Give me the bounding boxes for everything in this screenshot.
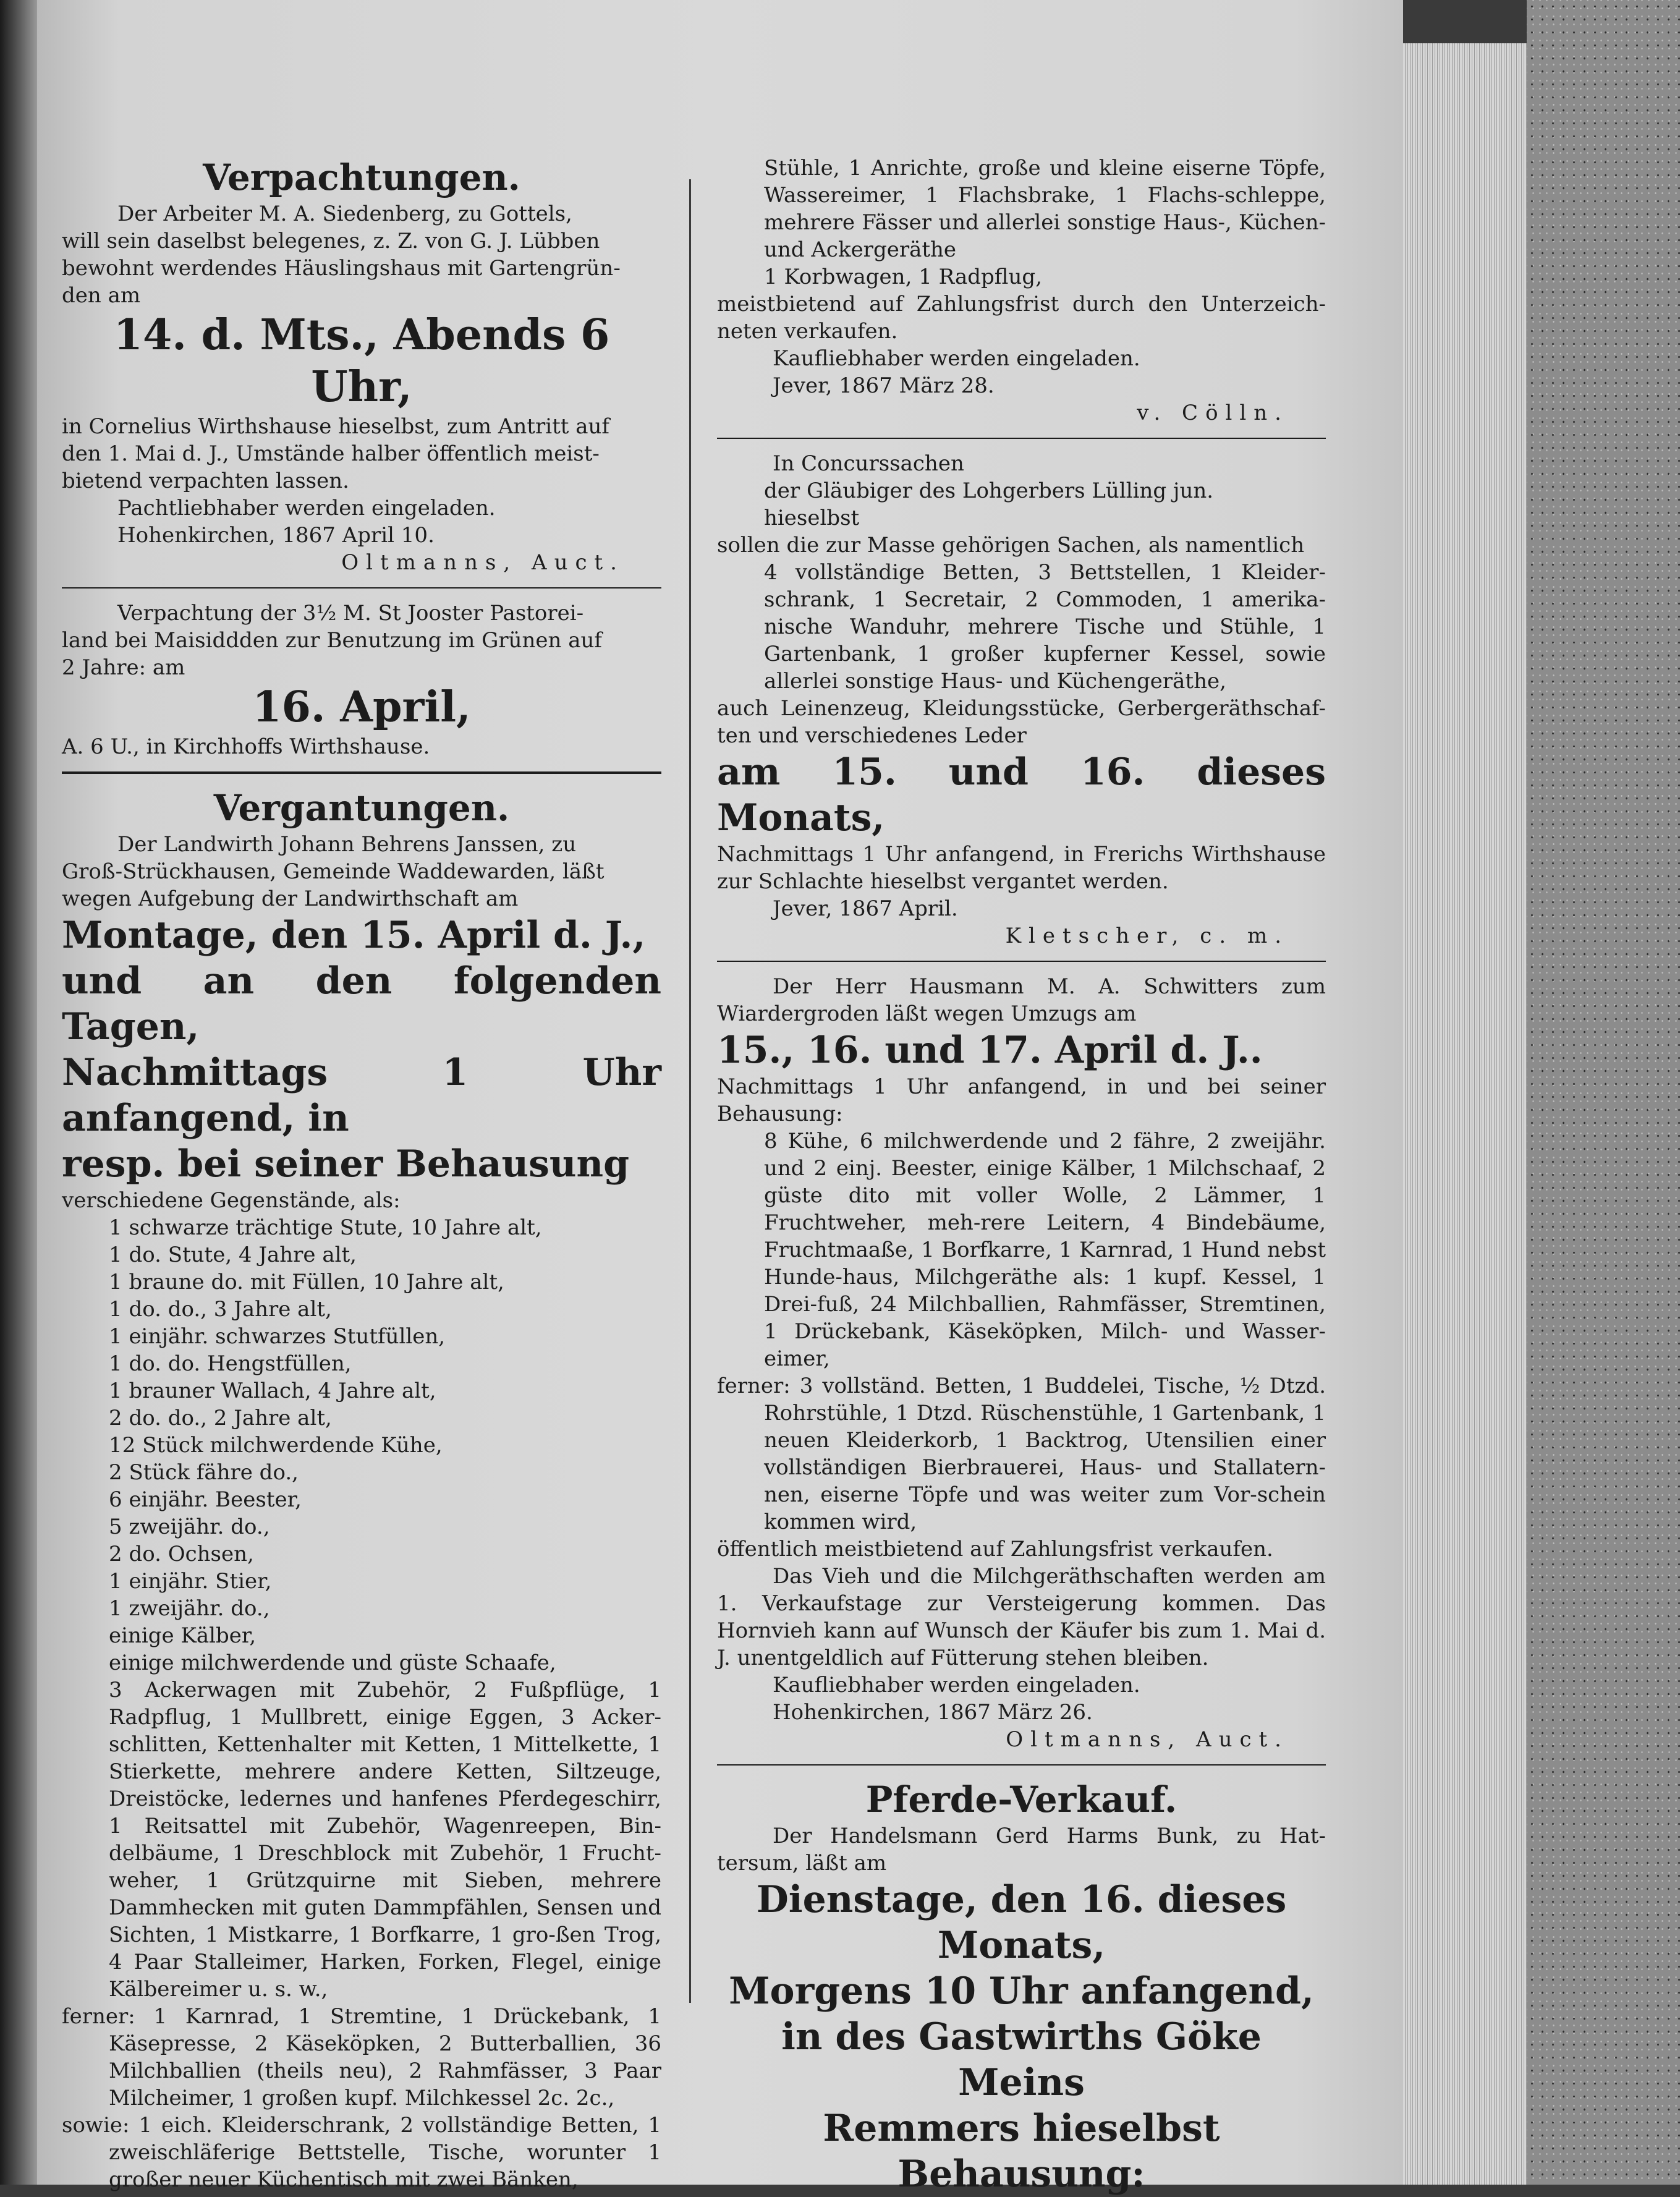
ad-text: Der Landwirth Johann Behrens Janssen, zu (117, 832, 577, 857)
ad-text: wegen Aufgebung der Landwirthschaft am (62, 886, 519, 911)
ad-separator (62, 587, 661, 589)
ad-text: Nachmittags 1 Uhr anfangend, in Frerichs Wirthshause zur Schlachte hieselbst vergantet werden. (717, 842, 1326, 894)
continued-ad (717, 155, 1326, 427)
place-date: Hohenkirchen, 1867 März 26. (773, 1700, 1093, 1725)
auction-date: 15., 16. und 17. April d. J.. (717, 1029, 1263, 1072)
list-item: 2 Stück fähre do., (109, 1460, 299, 1485)
ad-text: öffentlich meistbietend auf Zahlungsfrist verkaufen. (717, 1537, 1273, 1562)
auction-date: Nachmittags 1 Uhr anfangend, in (62, 1051, 661, 1140)
section-heading: Pferde-Verkauf. (865, 1778, 1177, 1821)
invitation: Pachtliebhaber werden eingeladen. (117, 496, 496, 521)
signature: Oltmanns, Auct. (341, 550, 624, 575)
ad-text: den am (62, 283, 141, 308)
ad-text: Der Herr Hausmann M. A. Schwitters zum Wiardergroden läßt wegen Umzugs am (717, 974, 1326, 1026)
verpachtungen-section (62, 155, 661, 576)
ad-text: verschiedene Gegenstände, als: (62, 1188, 401, 1213)
section-heading: Vergantungen. (213, 787, 510, 829)
ad-text: hieselbst (764, 506, 860, 530)
ad-text: In Concurssachen (773, 451, 964, 476)
auction-date: Montage, den 15. April d. J., (62, 914, 646, 957)
ad-text: A. 6 U., in Kirchhoffs Wirthshause. (62, 734, 430, 759)
invitation: Kaufliebhaber werden eingeladen. (773, 346, 1140, 371)
signature: Oltmanns, Auct. (1006, 1727, 1289, 1752)
auction-date: und an den folgenden Tagen, (62, 959, 661, 1048)
list-item: 1 braune do. mit Füllen, 10 Jahre alt, (109, 1270, 504, 1294)
ad-text: der Gläubiger des Lohgerbers Lülling jun. (764, 478, 1214, 503)
section-heading: Verpachtungen. (203, 156, 520, 198)
ad-text: land bei Maisiddden zur Benutzung im Grünen auf (62, 628, 603, 653)
ferner-list: ferner: 1 Karnrad, 1 Stremtine, 1 Drückebank, 1 Käsepresse, 2 Käseköpken, 2 Butterballien, 36 Milchballien (theils neu), 2 Rahmfässer, 3 Paar Milcheimer, 1 großen kupf. Milchkessel 2c. 2c., (62, 2004, 661, 2110)
ad-text: bietend verpachten lassen. (62, 469, 349, 493)
ad-separator (717, 1764, 1326, 1766)
list-item: 1 einjähr. schwarzes Stutfüllen, (109, 1324, 446, 1349)
list-item: 2 do. Ochsen, (109, 1542, 254, 1566)
list-item: 1 einjähr. Stier, (109, 1569, 272, 1594)
ad-separator (717, 961, 1326, 962)
auction-date: Dienstage, den 16. dieses Monats, (756, 1878, 1287, 1967)
invitation: Kaufliebhaber werden eingeladen. (773, 1673, 1140, 1698)
ad-text: den 1. Mai d. J., Umstände halber öffentlich meist- (62, 441, 600, 466)
ad-text: Der Arbeiter M. A. Siedenberg, zu Gottels, (117, 202, 572, 226)
place-date: Jever, 1867 März 28. (773, 373, 995, 398)
page-edges (1403, 43, 1527, 2185)
list-item: 1 do. do. Hengstfüllen, (109, 1351, 352, 1376)
item-list (62, 1214, 661, 1676)
book-spine-shadow (0, 0, 37, 2185)
vergantungen-section (62, 785, 661, 2193)
section-separator (62, 771, 661, 774)
ad-text: bewohnt werdendes Häuslingshaus mit Gartengrün- (62, 256, 621, 281)
column-divider (689, 179, 691, 2003)
signature: v. Cölln. (1137, 401, 1289, 425)
item-list: 8 Kühe, 6 milchwerdende und 2 fähre, 2 zweijähr. und 2 einj. Beester, einige Kälber, 1 Milchschaaf, 2 güste dito mit voller Wolle, 2 Lämmer, 1 Fruchtweher, meh-rere Leitern, 4 Bindebäume, Fruchtmaaße, 1 Borfkarre, 1 Karnrad, 1 Hund nebst Hunde-haus, Milchgeräthe als: 1 kupf. Kessel, 1 Drei-fuß, 24 Milchballien, Rahmfässer, Stremtinen, 1 Drückebank, Käseköpken, Milch- und Wasser-eimer, (764, 1129, 1326, 1371)
ad-text: Verpachtung der 3½ M. St Jooster Pastorei- (117, 601, 584, 626)
ad-text: Nachmittags 1 Uhr anfangend, in und bei seiner Behausung: (717, 1074, 1326, 1126)
list-item: 5 zweijähr. do., (109, 1515, 270, 1539)
ad-text: meistbietend auf Zahlungsfrist durch den Unterzeich-neten verkaufen. (717, 292, 1326, 344)
ad-text: sollen die zur Masse gehörigen Sachen, als namentlich (717, 533, 1305, 558)
schwitters-ad (717, 973, 1326, 1753)
ad-text: will sein daselbst belegenes, z. Z. von G. J. Lübben (62, 229, 600, 253)
pferde-verkauf-section (717, 1777, 1326, 2197)
list-item: 1 schwarze trächtige Stute, 10 Jahre alt, (109, 1215, 542, 1240)
list-item: 1 brauner Wallach, 4 Jahre alt, (109, 1379, 436, 1403)
list-item: 1 do. Stute, 4 Jahre alt, (109, 1243, 357, 1267)
place-date: Jever, 1867 April. (773, 896, 958, 921)
auction-date: in des Gastwirths Göke Meins (781, 2015, 1262, 2104)
list-item: einige Kälber, (109, 1623, 257, 1648)
list-item: 12 Stück milchwerdende Kühe, (109, 1433, 443, 1458)
left-column (62, 155, 661, 2193)
sowie-list: sowie: 1 eich. Kleiderschrank, 2 vollständige Betten, 1 zweischläferige Bettstelle, Tische, worunter 1 großer neuer Küchentisch mit zwei Bänken, (62, 2113, 661, 2192)
auction-date: am 15. und 16. dieses Monats, (717, 750, 1326, 839)
pastorei-ad (62, 600, 661, 760)
list-item: einige milchwerdende und güste Schaafe, (109, 1651, 556, 1675)
ad-text: auch Leinenzeug, Kleidungsstücke, Gerbergeräthschaf-ten und verschiedenes Leder (717, 696, 1326, 748)
ad-text: Das Vieh und die Milchgeräthschaften werden am 1. Verkaufstage zur Versteigerung kommen. Das Hornvieh kann auf Wunsch der Käufer bis zum 1. Mai d. J. unentgeldlich auf Fütterung stehen bleiben. (717, 1564, 1326, 1670)
auction-date: Morgens 10 Uhr anfangend, (729, 1970, 1314, 2013)
signature: Kletscher, c. m. (1005, 924, 1289, 948)
book-block-edge (1527, 0, 1680, 2185)
right-column (717, 155, 1326, 2197)
ad-text: 2 Jahre: am (62, 655, 185, 680)
ad-text: Der Handelsmann Gerd Harms Bunk, zu Hat-tersum, läßt am (717, 1824, 1326, 1876)
list-item: 1 do. do., 3 Jahre alt, (109, 1297, 332, 1322)
ad-text: in Cornelius Wirthshause hieselbst, zum Antritt auf (62, 414, 609, 439)
auction-date: Remmers hieselbst Behausung: (823, 2107, 1220, 2196)
list-item: 2 do. do., 2 Jahre alt, (109, 1406, 332, 1430)
ad-text: Stühle, 1 Anrichte, große und kleine eiserne Töpfe, Wassereimer, 1 Flachsbrake, 1 Flachs-schleppe, mehrere Fässer und allerlei sonstige Haus-, Küchen- und Ackergeräthe (764, 156, 1326, 262)
ferner-list: ferner: 3 vollständ. Betten, 1 Buddelei, Tische, ½ Dtzd. Rohrstühle, 1 Dtzd. Rüschenstühle, 1 Gartenbank, 1 neuen Kleiderkorb, 1 Backtrog, Utensilien einer vollständigen Bierbrauerei, Haus- und Stallatern-nen, eiserne Töpfe und was weiter zum Vor-schein kommen wird, (717, 1374, 1326, 1534)
ad-text: 1 Korbwagen, 1 Radpflug, (764, 265, 1042, 289)
implements-list: 3 Ackerwagen mit Zubehör, 2 Fußpflüge, 1 Radpflug, 1 Mullbrett, einige Eggen, 3 Acker-schlitten, Kettenhalter mit Ketten, 1 Mittelkette, 1 Stierkette, mehrere andere Ketten, Siltzeuge, Dreistöcke, ledernes und hanfenes Pferdegeschirr, 1 Reitsattel mit Zubehör, Wagenreepen, Bin-delbäume, 1 Dreschblock mit Zubehör, 1 Frucht-weher, 1 Grützquirne mit Sieben, mehrere Dammhecken mit guten Dammpfählen, Sensen und Sichten, 1 Mistkarre, 1 Borfkarre, 1 gro-ßen Trog, 4 Paar Stalleimer, Harken, Forken, Flegel, einige Kälbereimer u. s. w., (109, 1678, 661, 2002)
auction-date: resp. bei seiner Behausung (62, 1142, 630, 1186)
ad-separator (717, 438, 1326, 439)
item-list: 4 vollständige Betten, 3 Bettstellen, 1 Kleider-schrank, 1 Secretair, 2 Commoden, 1 amerika-nische Wanduhr, mehrere Tische und Stühle, 1 Gartenbank, 1 großer kupferner Kessel, sowie allerlei sonstige Haus- und Küchengeräthe, (764, 560, 1326, 694)
concurs-ad (717, 450, 1326, 950)
place-date: Hohenkirchen, 1867 April 10. (117, 523, 435, 548)
list-item: 6 einjähr. Beester, (109, 1487, 302, 1512)
ad-text: Groß-Strückhausen, Gemeinde Waddewarden, läßt (62, 859, 605, 884)
list-item: 1 zweijähr. do., (109, 1596, 270, 1621)
auction-date: 14. d. Mts., Abends 6 Uhr, (113, 310, 610, 412)
auction-date: 16. April, (252, 682, 471, 732)
